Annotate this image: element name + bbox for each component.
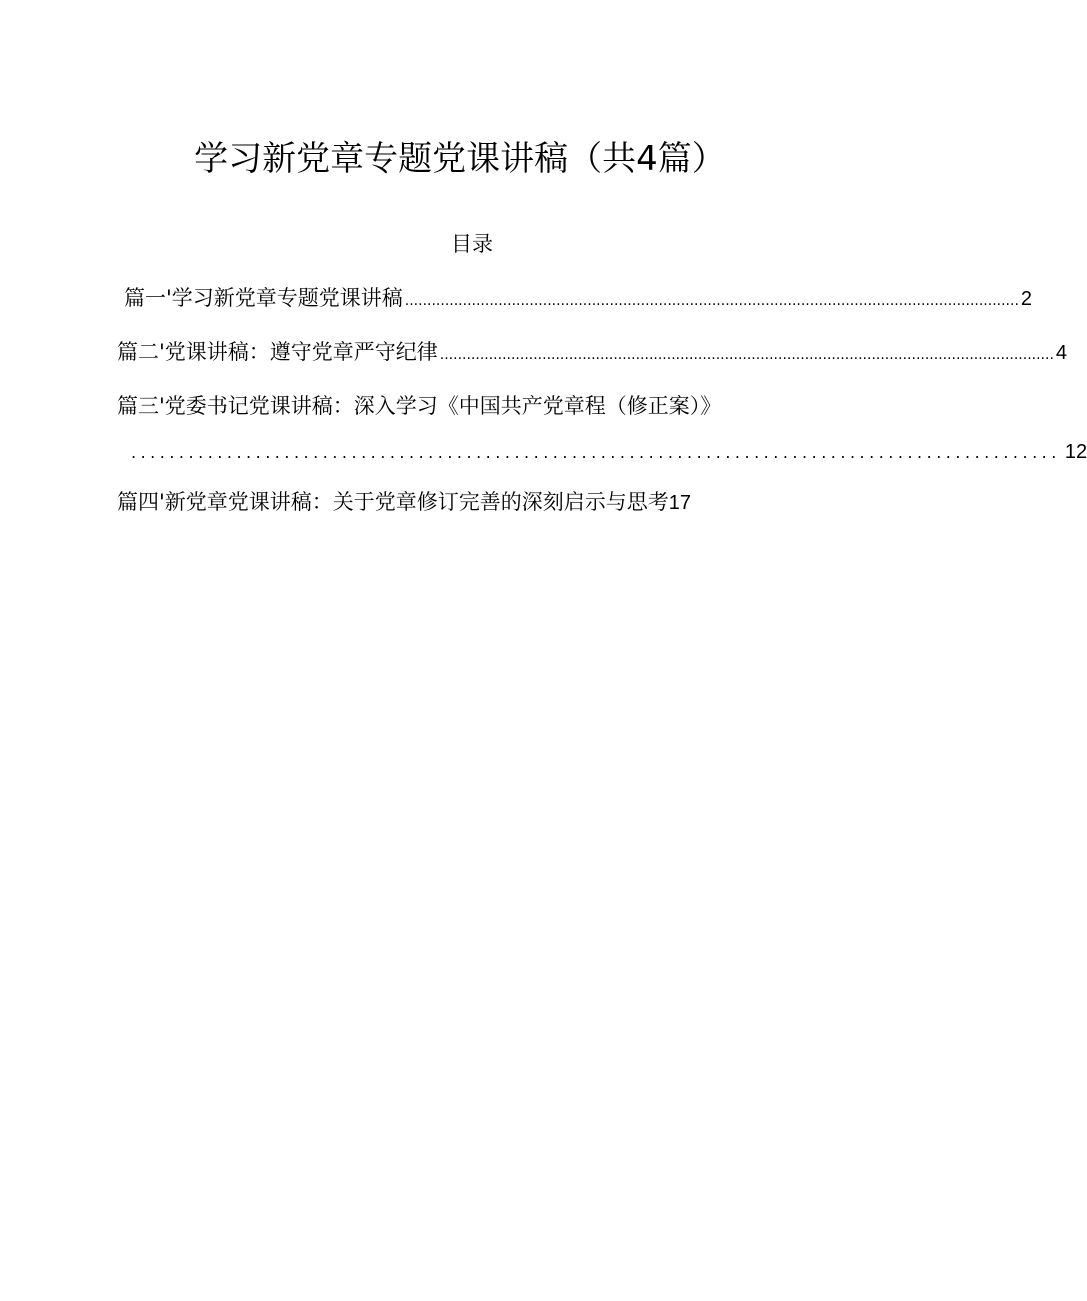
toc-entry-3[interactable]: [117, 392, 817, 420]
dot-leader: ..........................................................................................................................................: [439, 347, 1054, 363]
toc-entry-page: 17: [668, 492, 692, 514]
toc-entry-3-continuation[interactable]: [131, 438, 1087, 467]
toc-entry-2[interactable]: [117, 338, 1068, 369]
toc-heading: 目录: [451, 232, 493, 256]
toc-entry-page: 4: [1055, 342, 1068, 364]
toc-entry-label: 篇三'党委书记党课讲稿：深入学习《中国共产党章程（修正案）》: [117, 394, 722, 418]
toc-entry-1[interactable]: [124, 284, 1033, 315]
toc-entry-4[interactable]: [117, 488, 691, 517]
toc-entry-label: 篇二'党课讲稿：遵守党章严守纪律: [117, 340, 438, 364]
dot-leader: ..........................................................................................................................................: [404, 293, 1019, 309]
toc-entry-label: 篇一'学习新党章专题党课讲稿: [124, 286, 403, 310]
toc-entry-page: 2: [1020, 288, 1033, 310]
document-title: 学习新党章专题党课讲稿（共4篇）: [194, 139, 726, 179]
toc-entry-page: 12: [1064, 441, 1087, 463]
dot-leader: .................................................................................................: [131, 443, 1061, 462]
toc-entry-label: 篇四'新党章党课讲稿：关于党章修订完善的深刻启示与思考: [117, 490, 669, 514]
